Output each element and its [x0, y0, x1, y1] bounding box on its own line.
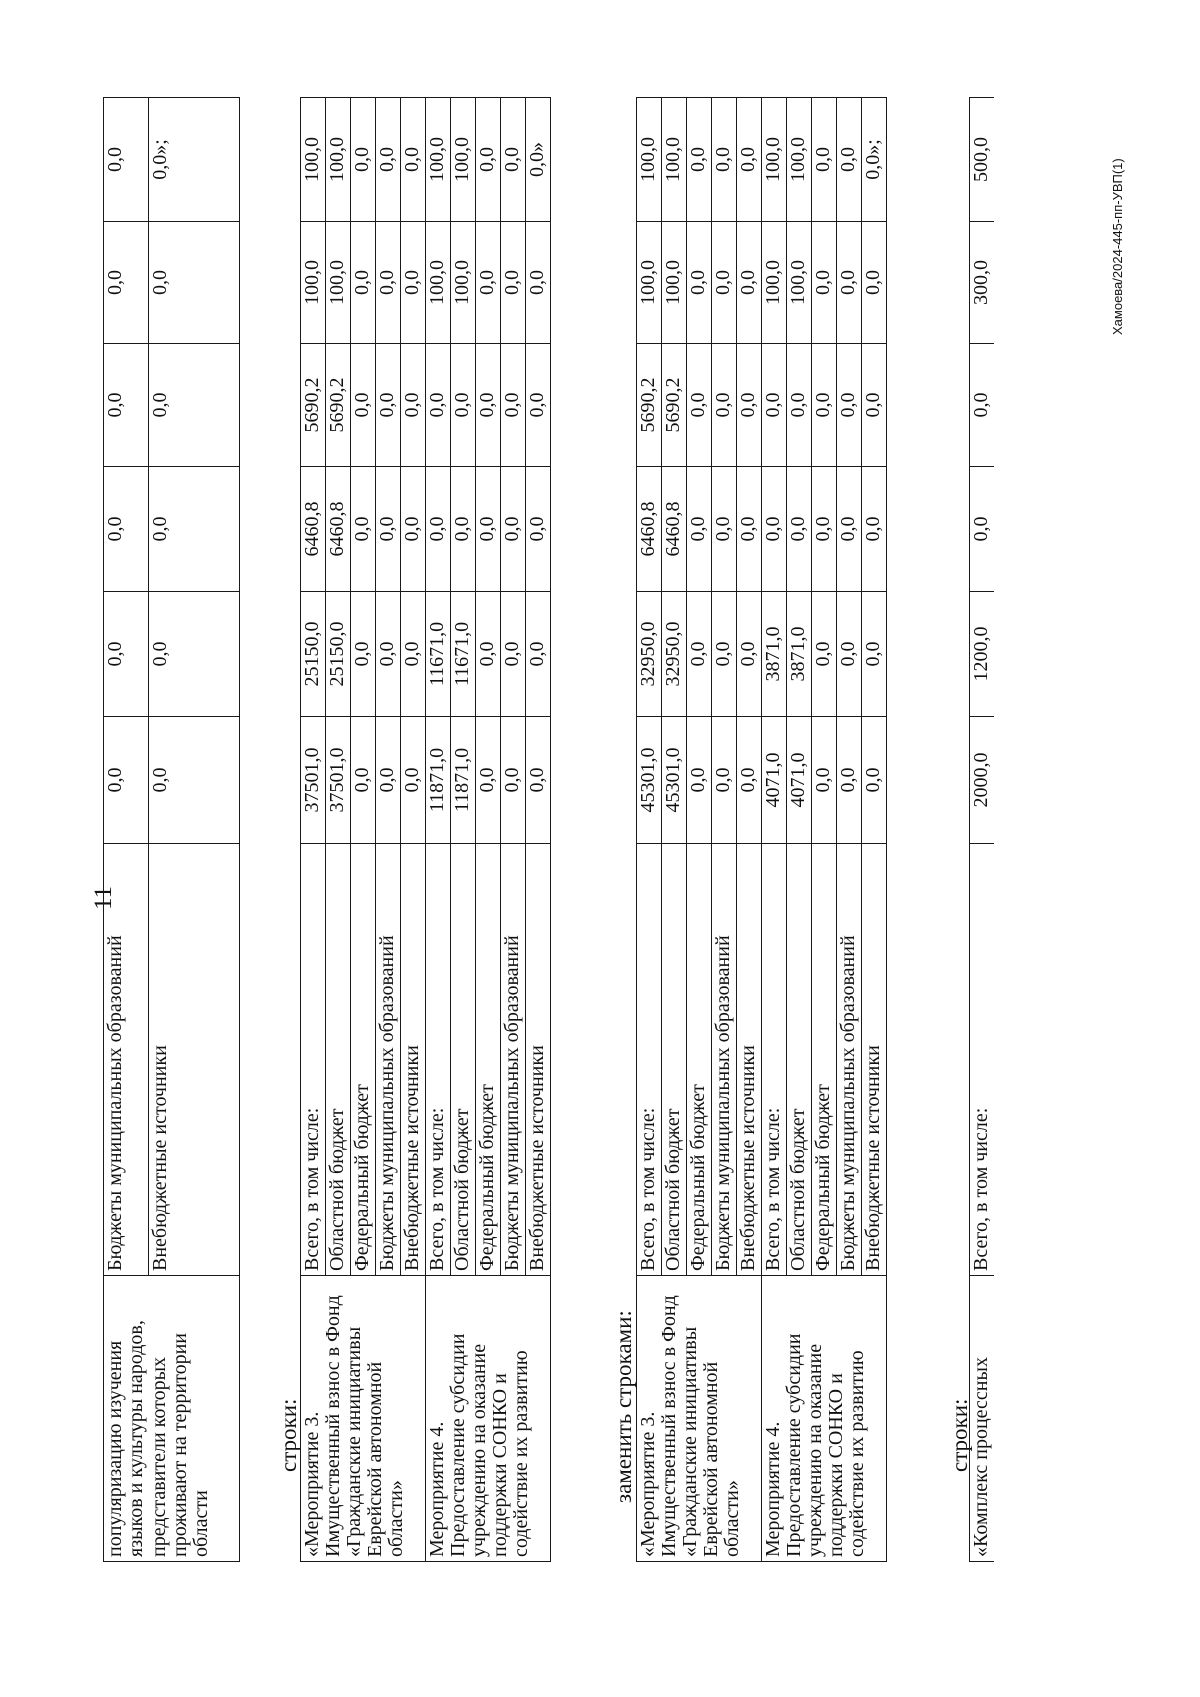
table-cell: Бюджеты муниципальных образований: [501, 844, 526, 1276]
table-cell: 6460,8: [662, 467, 687, 592]
table-cell: 0,0: [501, 592, 526, 717]
table-cell: 0,0: [148, 344, 239, 467]
table-old-rows: [300, 97, 551, 1562]
table-cell: 0,0: [104, 344, 149, 467]
table-cell: 0,0: [712, 222, 737, 344]
table-cell: 0,0»;: [148, 98, 239, 222]
table-cell: 0,0: [812, 222, 837, 344]
table-cell: 5690,2: [326, 344, 351, 467]
table-cell: 0,0: [104, 222, 149, 344]
table-cell: 0,0: [737, 98, 762, 222]
table-cell: 0,0: [148, 222, 239, 344]
table-cell: 0,0: [812, 344, 837, 467]
table-cell: 32950,0: [662, 592, 687, 717]
table-cell: 0,0: [476, 592, 501, 717]
table-cell: 0,0: [351, 717, 376, 844]
event-description: «Мероприятие 3. Имущественный взнос в Фонд «Гражданские инициативы Еврейской автономной области»: [637, 1276, 762, 1562]
table-cell: 5690,2: [301, 344, 326, 467]
table-cell: 0,0: [401, 717, 426, 844]
table-cell: Внебюджетные источники: [862, 844, 887, 1276]
table-cell: 0,0: [104, 98, 149, 222]
table-cell: 0,0: [351, 98, 376, 222]
table-cell: представители которых проживают на территории области: [148, 1276, 239, 1562]
table-cell: 0,0: [737, 222, 762, 344]
table-cell: 0,0: [812, 717, 837, 844]
table-cell: 5690,2: [637, 344, 662, 467]
table-cell: 0,0: [862, 467, 887, 592]
table-cell: Бюджеты муниципальных образований: [104, 844, 149, 1276]
table-cell: 0,0: [376, 717, 401, 844]
section-label-rows: строки:: [947, 1398, 972, 1472]
table-cell: Областной бюджет: [662, 844, 687, 1276]
table-cell: 0,0: [376, 592, 401, 717]
table-cell: 0,0: [376, 467, 401, 592]
table-row: [426, 98, 451, 1562]
table-cell: 5690,2: [662, 344, 687, 467]
table-cell: 0,0: [787, 467, 812, 592]
table-cell: 0,0: [687, 344, 712, 467]
table-row: [301, 98, 326, 1562]
table-cell: 11871,0: [426, 717, 451, 844]
table-cell: 0,0: [104, 592, 149, 717]
table-row: [637, 98, 662, 1562]
table-cell: 0,0: [837, 592, 862, 717]
table-cell: 0,0: [970, 467, 995, 592]
table-cell: Федеральный бюджет: [476, 844, 501, 1276]
table-cell: 0,0: [687, 592, 712, 717]
table-cell: 0,0: [526, 717, 551, 844]
table-cell: 0,0: [970, 344, 995, 467]
table-cell: 0,0: [476, 467, 501, 592]
table-cell: 0,0»: [526, 98, 551, 222]
table-cell: 100,0: [787, 222, 812, 344]
table-cell: 0,0: [526, 344, 551, 467]
table-cell: 100,0: [787, 98, 812, 222]
table-cell: 0,0: [687, 222, 712, 344]
table-row: [762, 98, 787, 1562]
table-cell: 0,0: [862, 717, 887, 844]
table-cell: «Комплекс процессных: [970, 1276, 995, 1562]
table-cell: 6460,8: [326, 467, 351, 592]
table-cell: 0,0: [812, 98, 837, 222]
table-cell: 100,0: [301, 98, 326, 222]
table-cell: 0,0: [501, 467, 526, 592]
table-cell: 3871,0: [787, 592, 812, 717]
table-cell: 0,0: [526, 222, 551, 344]
table-cell: 0,0: [376, 344, 401, 467]
table-cell: 100,0: [326, 98, 351, 222]
table-cell: 0,0: [104, 467, 149, 592]
table-cell: Внебюджетные источники: [737, 844, 762, 1276]
table-cell: 0,0: [837, 344, 862, 467]
table-cell: 0,0: [501, 222, 526, 344]
table-cell: 100,0: [637, 222, 662, 344]
table-cell: 100,0: [762, 222, 787, 344]
table-cell: 6460,8: [637, 467, 662, 592]
table-cell: 11671,0: [426, 592, 451, 717]
table-cell: 0,0: [837, 98, 862, 222]
table-cell: 0,0: [501, 344, 526, 467]
table-cell: 0,0: [351, 222, 376, 344]
table-cell: 0,0: [712, 98, 737, 222]
table-cell: Всего, в том числе:: [301, 844, 326, 1276]
table-cell: Областной бюджет: [326, 844, 351, 1276]
table-cell: 0,0: [401, 98, 426, 222]
event-description: «Мероприятие 3. Имущественный взнос в Фонд «Гражданские инициативы Еврейской автономной области»: [301, 1276, 426, 1562]
table-cell: 0,0: [837, 222, 862, 344]
table-cell: Федеральный бюджет: [687, 844, 712, 1276]
table-cell: Внебюджетные источники: [148, 844, 239, 1276]
table-cell: Федеральный бюджет: [351, 844, 376, 1276]
table-cell: 0,0: [712, 717, 737, 844]
table-cell: 0,0: [837, 467, 862, 592]
table-row: [148, 98, 239, 1562]
table-cell: 100,0: [301, 222, 326, 344]
table-cell: Всего, в том числе:: [970, 844, 995, 1276]
table-cell: 0,0»;: [862, 98, 887, 222]
table-cell: 0,0: [812, 467, 837, 592]
table-cell: Всего, в том числе:: [637, 844, 662, 1276]
table-cell: 0,0: [687, 467, 712, 592]
table-cell: 2000,0: [970, 717, 995, 844]
table-cell: 0,0: [526, 592, 551, 717]
table-cell: 45301,0: [637, 717, 662, 844]
table-cell: 32950,0: [637, 592, 662, 717]
table-cell: 100,0: [451, 98, 476, 222]
table-cell: Федеральный бюджет: [812, 844, 837, 1276]
table-cell: 0,0: [501, 98, 526, 222]
table-row: [970, 98, 995, 1562]
table-cell: Внебюджетные источники: [401, 844, 426, 1276]
table-cell: Всего, в том числе:: [762, 844, 787, 1276]
table-cell: 100,0: [426, 222, 451, 344]
table-cell: 37501,0: [301, 717, 326, 844]
table-cell: 100,0: [762, 98, 787, 222]
table-cell: 0,0: [687, 717, 712, 844]
section-label-rows: строки:: [276, 1398, 301, 1472]
table-cell: Всего, в том числе:: [426, 844, 451, 1276]
table-cell: 0,0: [712, 592, 737, 717]
table-cell: 0,0: [712, 344, 737, 467]
table-cell: 0,0: [426, 467, 451, 592]
table-cell: 0,0: [476, 98, 501, 222]
table-cell: 0,0: [376, 222, 401, 344]
table-cell: Бюджеты муниципальных образований: [712, 844, 737, 1276]
table-cell: 100,0: [451, 222, 476, 344]
table-cell: 0,0: [351, 467, 376, 592]
section-label-replace: заменить строками:: [611, 1310, 636, 1503]
table-cell: 0,0: [451, 344, 476, 467]
table-cell: Внебюджетные источники: [526, 844, 551, 1276]
table-cell: 100,0: [426, 98, 451, 222]
table-cell: 0,0: [451, 467, 476, 592]
table-cell: 0,0: [687, 98, 712, 222]
table-cell: популяризацию изучения языков и культуры народов,: [104, 1276, 149, 1562]
page-number: 11: [90, 885, 117, 911]
table-cell: 0,0: [862, 344, 887, 467]
table-cell: 0,0: [476, 717, 501, 844]
document-id: Хамоева/2024-445-пп-УВП(1): [1110, 158, 1125, 335]
table-cell: 0,0: [737, 592, 762, 717]
table-cell: 100,0: [637, 98, 662, 222]
table-cell: 0,0: [104, 717, 149, 844]
table-cell: 25150,0: [301, 592, 326, 717]
table-cell: 0,0: [426, 344, 451, 467]
table-cell: 0,0: [787, 344, 812, 467]
table-cell: 0,0: [476, 344, 501, 467]
table-cell: Бюджеты муниципальных образований: [837, 844, 862, 1276]
table-cell: 0,0: [401, 592, 426, 717]
table-cell: 0,0: [737, 344, 762, 467]
table-cell: 0,0: [148, 717, 239, 844]
table-next-rows: [969, 97, 994, 1562]
table-cell: 0,0: [148, 592, 239, 717]
table-cell: 0,0: [148, 467, 239, 592]
table-cell: 6460,8: [301, 467, 326, 592]
table-cell: 0,0: [862, 592, 887, 717]
table-cell: 0,0: [351, 344, 376, 467]
table-cell: 3871,0: [762, 592, 787, 717]
table-cell: 0,0: [762, 467, 787, 592]
table-cell: 0,0: [712, 467, 737, 592]
table-cell: 4071,0: [762, 717, 787, 844]
table-continuation: [103, 97, 240, 1562]
table-row: [104, 98, 149, 1562]
table-cell: Областной бюджет: [451, 844, 476, 1276]
table-cell: 0,0: [501, 717, 526, 844]
table-cell: 45301,0: [662, 717, 687, 844]
table-cell: 100,0: [326, 222, 351, 344]
event-description: Мероприятие 4. Предоставление субсидии учреждению на оказание поддержки СОНКО и содействие их развитию: [426, 1276, 551, 1562]
table-cell: 500,0: [970, 98, 995, 222]
event-description: Мероприятие 4. Предоставление субсидии учреждению на оказание поддержки СОНКО и содействие их развитию: [762, 1276, 887, 1562]
table-cell: 0,0: [376, 98, 401, 222]
table-cell: 0,0: [862, 222, 887, 344]
table-cell: Областной бюджет: [787, 844, 812, 1276]
table-cell: 37501,0: [326, 717, 351, 844]
table-cell: 0,0: [476, 222, 501, 344]
table-cell: 4071,0: [787, 717, 812, 844]
table-cell: 0,0: [401, 467, 426, 592]
table-cell: 0,0: [737, 467, 762, 592]
table-cell: 0,0: [737, 717, 762, 844]
table-cell: 1200,0: [970, 592, 995, 717]
table-cell: 0,0: [351, 592, 376, 717]
table-cell: 100,0: [662, 222, 687, 344]
table-cell: 300,0: [970, 222, 995, 344]
table-cell: 0,0: [401, 344, 426, 467]
table-cell: 11671,0: [451, 592, 476, 717]
table-cell: 0,0: [401, 222, 426, 344]
table-cell: 0,0: [837, 717, 862, 844]
table-cell: 25150,0: [326, 592, 351, 717]
table-cell: 0,0: [526, 467, 551, 592]
table-cell: 11871,0: [451, 717, 476, 844]
table-cell: 0,0: [762, 344, 787, 467]
table-cell: 0,0: [812, 592, 837, 717]
table-cell: 100,0: [662, 98, 687, 222]
table-cell: Бюджеты муниципальных образований: [376, 844, 401, 1276]
table-new-rows: [636, 97, 887, 1562]
